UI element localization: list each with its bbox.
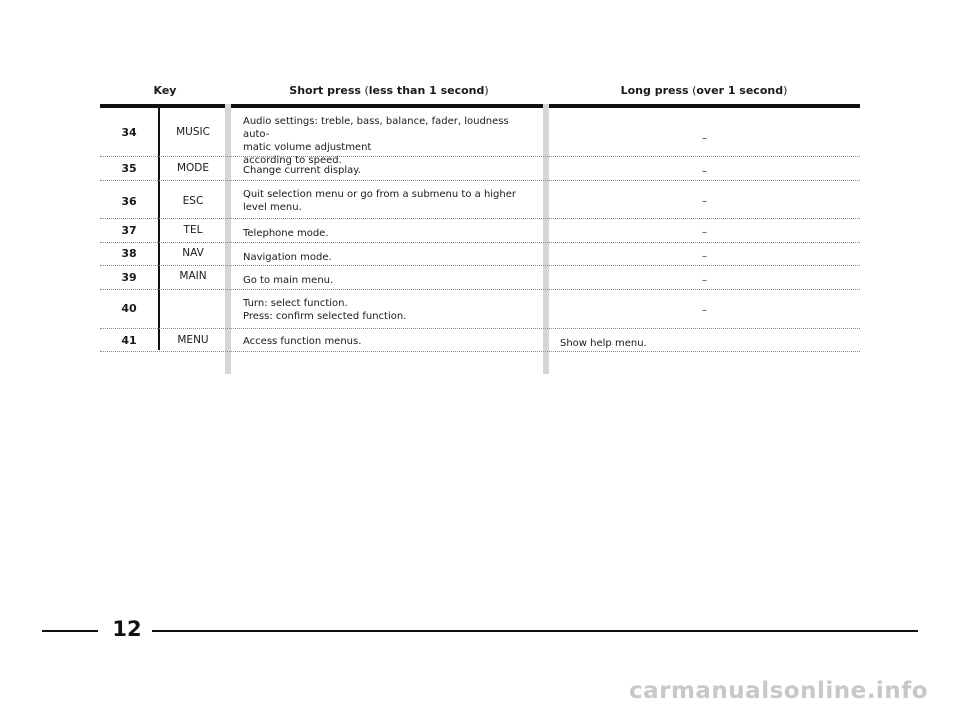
short-press-line: Audio settings: treble, bass, balance, fader, loudness auto-: [243, 116, 509, 140]
short-press-line: Access function menus.: [243, 336, 362, 347]
table-body: [100, 108, 860, 352]
table-row: [100, 181, 860, 219]
key-number: 36: [121, 195, 137, 208]
short-press-text: [243, 297, 538, 323]
header-long-press-paren-close: ): [783, 84, 788, 97]
key-number: 35: [121, 162, 137, 175]
short-press-line: Navigation mode.: [243, 252, 332, 263]
header-long-press-paren-open: (: [688, 84, 697, 97]
long-press-text: –: [702, 133, 707, 144]
header-short-press-paren-close: ): [484, 84, 489, 97]
key-label: TEL: [183, 224, 203, 236]
header-long-press-detail: over 1 second: [696, 84, 784, 97]
long-press-text: Show help menu.: [560, 338, 647, 349]
header-short-press-detail: less than 1 second: [368, 84, 485, 97]
short-press-line: matic volume adjustment: [243, 142, 372, 153]
long-press-text: –: [702, 196, 707, 207]
long-press-text: –: [702, 305, 707, 316]
key-label: MAIN: [179, 270, 207, 282]
key-label: NAV: [182, 247, 204, 259]
short-press-text: [243, 335, 538, 348]
footer-rule-right: [152, 630, 918, 632]
key-number: 34: [121, 126, 137, 139]
table-row: [100, 290, 860, 329]
table-row: [100, 157, 860, 181]
key-label: MENU: [177, 334, 209, 346]
short-press-text: [243, 188, 538, 214]
header-short-press-paren-open: (: [360, 84, 369, 97]
header-short-press: [230, 84, 548, 97]
short-press-line: Telephone mode.: [243, 228, 329, 239]
header-key: Key: [153, 84, 177, 97]
key-number: 40: [121, 302, 137, 315]
short-press-line: Quit selection menu or go from a submenu to a higher: [243, 189, 517, 200]
short-press-text: [243, 251, 538, 264]
short-press-text: [243, 274, 538, 287]
key-label: MUSIC: [176, 126, 210, 138]
short-press-line: Change current display.: [243, 165, 361, 176]
header-short-press-label: Short press: [289, 84, 361, 97]
footer-rule-left: [42, 630, 98, 632]
short-press-line: Go to main menu.: [243, 275, 334, 286]
table-row: [100, 266, 860, 290]
short-press-line: Press: confirm selected function.: [243, 311, 407, 322]
key-number: 41: [121, 334, 137, 347]
table-row: [100, 243, 860, 266]
table-header: [100, 78, 860, 108]
key-label: ESC: [182, 195, 204, 207]
short-press-line: level menu.: [243, 202, 302, 213]
short-press-line: according to speed.: [243, 155, 342, 166]
table-row: [100, 108, 860, 166]
page-number: 12: [112, 617, 142, 641]
key-number: 39: [121, 271, 137, 284]
short-press-text: [243, 227, 538, 240]
short-press-line: Turn: select function.: [243, 298, 348, 309]
header-long-press-label: Long press: [620, 84, 689, 97]
short-press-text: [243, 164, 538, 177]
watermark-text: carmanualsonline.info: [628, 678, 928, 704]
key-function-table: [100, 78, 860, 352]
key-number: 37: [121, 224, 137, 237]
key-label: MODE: [176, 162, 210, 174]
table-row: [100, 329, 860, 352]
long-press-text: –: [702, 166, 707, 177]
table-row: [100, 219, 860, 243]
key-number: 38: [121, 247, 137, 260]
long-press-text: –: [702, 227, 707, 238]
long-press-text: –: [702, 251, 707, 262]
header-long-press: [548, 84, 860, 97]
long-press-text: –: [702, 275, 707, 286]
